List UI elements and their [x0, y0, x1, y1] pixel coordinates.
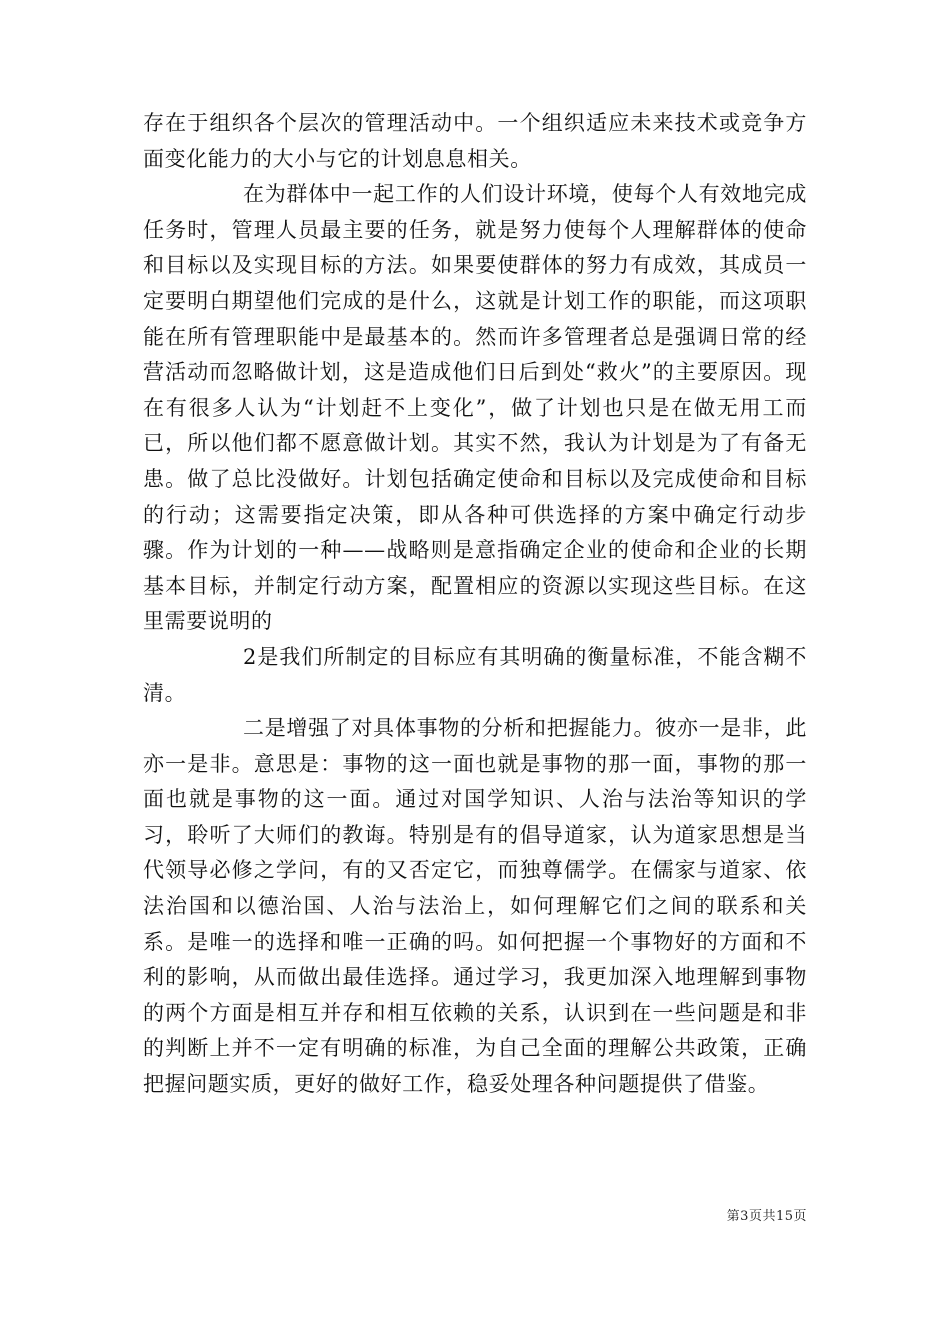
- page-number-footer: 第3页共15页: [726, 1209, 807, 1224]
- document-body: [143, 106, 807, 1103]
- paragraph-4: 二是增强了对具体事物的分析和把握能力。彼亦一是非，此亦一是非。意思是：事物的这一面也就是事物的那一面，事物的那一面也就是事物的这一面。通过对国学知识、人治与法治等知识的学习，聆听了大师们的教诲。特别是有的倡导道家，认为道家思想是当代领导必修之学问，有的又否定它，而独尊儒学。在儒家与道家、依法治国和以德治国、人治与法治上，如何理解它们之间的联系和关系。是唯一的选择和唯一正确的吗。如何把握一个事物好的方面和不利的影响，从而做出最佳选择。通过学习，我更加深入地理解到事物的两个方面是相互并存和相互依赖的关系，认识到在一些问题是和非的判断上并不一定有明确的标准，为自己全面的理解公共政策，正确把握问题实质，更好的做好工作，稳妥处理各种问题提供了借鉴。: [143, 716, 807, 1097]
- paragraph-2: 在为群体中一起工作的人们设计环境，使每个人有效地完成任务时，管理人员最主要的任务，就是努力使每个人理解群体的使命和目标以及实现目标的方法。如果要使群体的努力有成效，其成员一定要明白期望他们完成的是什么，这就是计划工作的职能，而这项职能在所有管理职能中是最基本的。然而许多管理者总是强调日常的经营活动而忽略做计划，这是造成他们日后到处“救火”的主要原因。现在有很多人认为“计划赶不上变化”，做了计划也只是在做无用工而已，所以他们都不愿意做计划。其实不然，我认为计划是为了有备无患。做了总比没做好。计划包括确定使命和目标以及完成使命和目标的行动；这需要指定决策，即从各种可供选择的方案中确定行动步骤。作为计划的一种——战略则是意指确定企业的使命和企业的长期基本目标，并制定行动方案，配置相应的资源以实现这些目标。在这里需要说明的: [143, 182, 807, 634]
- paragraph-3: 2是我们所制定的目标应有其明确的衡量标准，不能含糊不清。: [143, 644, 807, 705]
- paragraph-1: 存在于组织各个层次的管理活动中。一个组织适应未来技术或竞争方面变化能力的大小与它的计划息息相关。: [143, 111, 807, 171]
